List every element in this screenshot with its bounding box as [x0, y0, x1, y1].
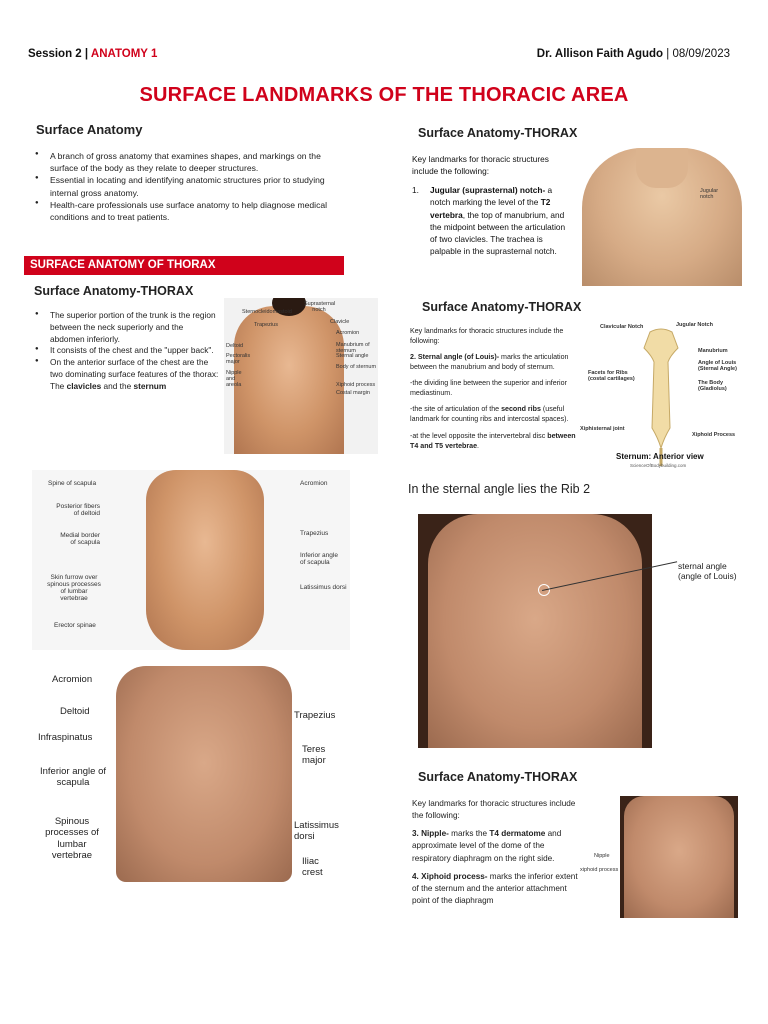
list-item: ● It consists of the chest and the "upper back".: [32, 345, 220, 357]
sternum-diagram: [580, 318, 742, 472]
jugular-text: [412, 184, 568, 258]
clavicles-term: clavicles: [66, 380, 102, 391]
back2-shape: [116, 666, 292, 882]
sternal-t1: marks the articulation between the manubrium and body of sternum.: [410, 353, 569, 372]
thorax-left-bullets: [32, 310, 220, 392]
xiphoid-term: 4. Xiphoid process-: [412, 871, 488, 881]
surface-anatomy-bullets: [32, 150, 350, 223]
photo1-label: Body of sternum: [336, 364, 377, 370]
back2-label: Deltoid: [60, 706, 90, 717]
back-label: Skin furrow over spinous processes of lumbar vertebrae: [47, 574, 101, 602]
nipple-photo-label: xiphoid process: [580, 867, 619, 873]
back2-label: Acromion: [52, 674, 93, 685]
jugular-t1: a notch marking the level of the: [430, 185, 553, 208]
back2-label: Latissimus dorsi: [294, 820, 339, 843]
photo1-label: Suprasternal notch: [304, 301, 336, 313]
list-item: [32, 357, 220, 392]
photo1-label: Deltoid: [226, 343, 244, 349]
nipple-photo-label: Nipple: [594, 853, 610, 859]
back2-label: Infraspinatus: [38, 732, 93, 743]
sternal-p4: [410, 431, 582, 451]
back-label: Trapezius: [300, 530, 329, 537]
rib2-caption: In the sternal angle lies the Rib 2: [408, 482, 591, 496]
photo1-label: Xiphoid process: [336, 382, 376, 388]
chest-shape: [428, 514, 642, 748]
nipple-intro: Key landmarks for thoracic structures include the following:: [412, 799, 576, 821]
jugular-intro: Key landmarks for thoracic structures include the following:: [412, 154, 549, 177]
surface-anatomy-slide: [24, 118, 354, 238]
back-label: Medial border of scapula: [60, 532, 100, 546]
t4-t5-term: between T4 and T5 vertebrae: [410, 431, 576, 450]
sternum-label: Facets for Ribs (costal cartilages): [588, 370, 635, 382]
photo1-label: Clavicle: [330, 319, 350, 325]
back2-label: Trapezius: [294, 710, 336, 721]
photo1-label: Nipple and areola: [226, 370, 242, 388]
sternum-label: Manubrium: [698, 348, 728, 354]
sternum-label: Angle of Louis (Sternal Angle): [698, 360, 737, 372]
sternal-p3c: (useful landmark for counting ribs and intercostal spaces).: [410, 405, 569, 424]
photo1-label: Trapezius: [254, 322, 278, 328]
second-ribs-term: second ribs: [501, 405, 541, 414]
neck-shape: [636, 148, 688, 188]
sternal-p1: [410, 352, 582, 372]
sternum-caption: Sternum: Anterior view: [616, 452, 704, 461]
sternal-angle-photo: [418, 514, 652, 748]
date-label: | 08/09/2023: [663, 48, 730, 60]
sternum-label: Xiphisternal joint: [580, 426, 625, 432]
nipple-xiphoid-photo: [620, 796, 738, 918]
xiphoid-t3: marks the inferior extent of the sternum and the anterior attachment point of the diaphragm: [412, 871, 578, 905]
sternum-label: Jugular Notch: [676, 322, 713, 328]
sternal-angle-term: 2. Sternal angle (of Louis)-: [410, 353, 500, 362]
sternum-label: Xiphoid Process: [692, 432, 736, 438]
back-label: Inferior angle of scapula: [300, 552, 338, 566]
section-banner: SURFACE ANATOMY OF THORAX: [24, 256, 344, 275]
photo1-label: Sternal angle: [336, 353, 369, 359]
list-item: ● Health-care professionals use surface anatomy to help diagnose medical conditions and to treat patients.: [32, 199, 350, 223]
photo1-label: Pectoralis major: [226, 353, 251, 365]
page-title: SURFACE LANDMARKS OF THE THORACIC AREA: [139, 84, 629, 106]
thorax-left-heading: Surface Anatomy-THORAX: [34, 284, 194, 298]
author-name: Dr. Allison Faith Agudo: [536, 48, 664, 60]
sternum-source: ScienceOfBodybuilding.com: [630, 463, 687, 468]
list-item: ● A branch of gross anatomy that examines shapes, and markings on the surface of the body as they relate to deeper structures.: [32, 150, 350, 174]
nipple-t1: marks the: [448, 829, 490, 839]
rib2-photo-label: sternal angle (angle of Louis): [678, 561, 737, 582]
back-label: Erector spinae: [54, 622, 96, 629]
back-label: Acromion: [300, 480, 328, 487]
course-label: ANATOMY 1: [90, 48, 158, 60]
t2-vertebra-term: T2 vertebra: [430, 197, 551, 220]
sternum-term: sternum: [133, 380, 167, 391]
chest2-shape: [624, 796, 734, 918]
sternal-text: [410, 326, 582, 451]
author-header: [537, 48, 730, 60]
back-label: Latissimus dorsi: [300, 584, 347, 591]
sternal-slide-heading: Surface Anatomy-THORAX: [422, 300, 582, 314]
sternum-label: Clavicular Notch: [600, 324, 644, 330]
nipple-t2: and approximate level of the dome of the respiratory diaphragm on the right side.: [412, 829, 562, 863]
back-label: Spine of scapula: [48, 480, 97, 487]
jugular-photo-label: Jugular notch: [700, 188, 719, 200]
sternum-label: The Body (Gladiolus): [698, 380, 727, 392]
bullet3-text: On the anterior surface of the chest are the two dominating surface features of the thorax: The: [50, 357, 219, 391]
back2-label: Spinous processes of lumbar vertebrae: [45, 816, 99, 862]
session-label: Session 2 |: [28, 48, 89, 60]
list-item: ● Essential in locating and identifying anatomic structures prior to studying internal gross anatomy.: [32, 174, 350, 198]
nipple-text: [412, 798, 584, 907]
nipple-slide-heading: Surface Anatomy-THORAX: [418, 770, 578, 784]
sternal-intro: Key landmarks for thoracic structures include the following:: [410, 327, 564, 346]
xiphoid-p: [412, 871, 584, 907]
jugular-term: Jugular (suprasternal) notch-: [430, 185, 546, 195]
back2-label: Inferior angle of scapula: [39, 766, 106, 789]
thorax-left-slide: [24, 282, 220, 452]
jugular-notch-illustration: [582, 148, 742, 286]
photo1-label: Acromion: [336, 330, 360, 336]
nipple-p1: [412, 828, 584, 864]
posterior-back-photo: [32, 470, 350, 650]
sternal-p3a: -the site of articulation of the: [410, 405, 502, 414]
jugular-slide-heading: Surface Anatomy-THORAX: [418, 126, 578, 140]
jugular-notch-slide: [404, 118, 742, 286]
posterior-muscles-photo: [32, 660, 350, 882]
photo1-label: Manubrium of sternum: [336, 342, 370, 354]
nipple-xiphoid-slide: [404, 760, 742, 920]
back-label: Posterior fibers of deltoid: [56, 503, 100, 517]
anterior-thorax-photo: [224, 298, 378, 454]
torso-shape: [234, 306, 344, 454]
back-shape: [146, 470, 264, 650]
sternum-bone: [580, 318, 742, 472]
jugular-desc: [412, 184, 568, 258]
back2-label: Iliac crest: [302, 856, 323, 879]
sternal-p4c: .: [477, 441, 480, 450]
surface-anatomy-heading: Surface Anatomy: [36, 122, 143, 137]
sternal-p2: -the dividing line between the superior and inferior mediastinum.: [410, 379, 567, 398]
list-item: ● The superior portion of the trunk is the region between the neck superiorly and the abdomen inferiorly.: [32, 310, 220, 345]
photo1-label: Sternocleidomastoid: [242, 309, 292, 315]
bullet3-mid: and the: [101, 380, 134, 391]
t4-dermatome-term: T4 dermatome: [489, 829, 546, 839]
sternal-p3: [410, 404, 582, 424]
session-header: [28, 48, 157, 60]
jugular-num: 1.: [412, 185, 419, 195]
sternal-p4a: -at the level opposite the intervertebral disc: [410, 431, 548, 440]
photo1-label: Costal margin: [336, 390, 370, 396]
jugular-t2: , the top of manubrium, and the midpoint between the articulation of two clavicles. The trachea is palpable in the suprasternal notch.: [430, 209, 566, 257]
back2-label: Teres major: [302, 744, 326, 767]
sternal-angle-slide: [404, 294, 742, 472]
nipple-term: 3. Nipple-: [412, 829, 449, 839]
